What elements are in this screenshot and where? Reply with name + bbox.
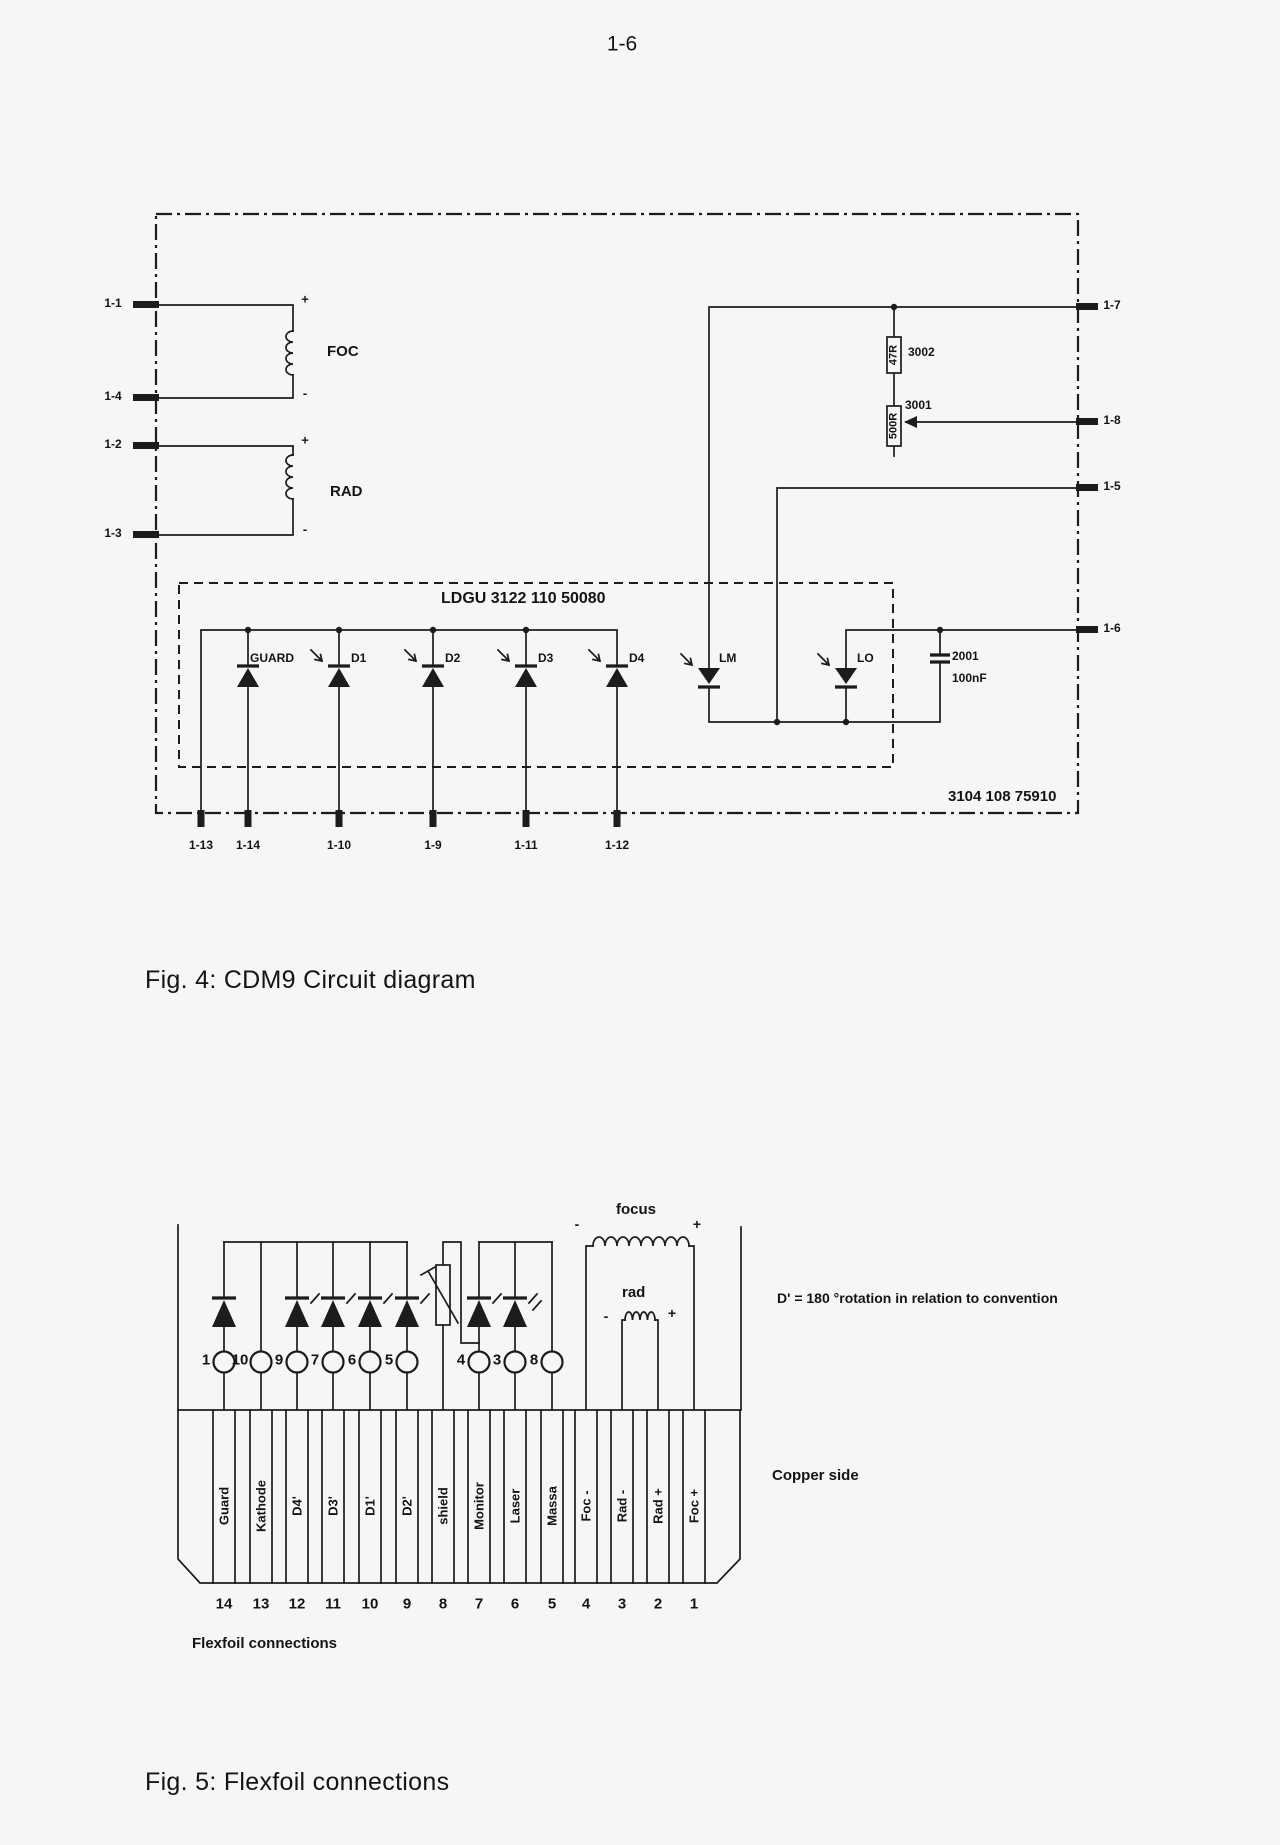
terminal-label-1-2: 1-2 — [104, 437, 122, 451]
pin-number: 13 — [252, 1595, 270, 1613]
resistor-3001-value: 500R — [887, 412, 900, 440]
pin-number: 7 — [474, 1595, 484, 1613]
rad-coil-label: rad — [622, 1284, 646, 1301]
focus-minus-sign: - — [574, 1216, 580, 1232]
pin-label-d3: D3' — [325, 1496, 341, 1516]
capacitor-ref: 2001 — [952, 649, 979, 663]
terminal-label-1-6: 1-6 — [1103, 621, 1121, 635]
terminal-label-1-4: 1-4 — [104, 389, 122, 403]
d4-diode-label: D4 — [629, 651, 645, 665]
node-number: 4 — [456, 1351, 466, 1369]
page-number: 1-6 — [606, 32, 638, 56]
resistor-3001-ref: 3001 — [905, 398, 932, 412]
terminal-label-1-13: 1-13 — [188, 838, 214, 852]
terminal-label-1-11: 1-11 — [514, 838, 538, 852]
d1-diode — [328, 668, 350, 687]
node-number: 9 — [274, 1351, 284, 1369]
d3-diode — [515, 668, 537, 687]
ldgu-module-label: LDGU 3122 110 50080 — [441, 590, 606, 607]
copper-side-label: Copper side — [772, 1467, 859, 1484]
pin-number: 8 — [438, 1595, 448, 1613]
pin-number: 12 — [288, 1595, 306, 1613]
pin-label-foc-plus: Foc + — [686, 1488, 702, 1524]
terminal-label-1-10: 1-10 — [326, 838, 352, 852]
node-number: 10 — [231, 1351, 249, 1369]
rad-coil-fig5 — [625, 1312, 655, 1320]
pin-number: 10 — [361, 1595, 379, 1613]
pin-label-rad-plus: Rad + — [650, 1488, 666, 1524]
node-number: 3 — [492, 1351, 502, 1369]
terminal-label-1-1: 1-1 — [104, 296, 122, 310]
fig4-part-number: 3104 108 75910 — [948, 788, 1057, 805]
pin-label-d4: D4' — [289, 1496, 305, 1516]
pin-number: 5 — [547, 1595, 557, 1613]
pin-number: 6 — [510, 1595, 520, 1613]
fig5-pot-body — [436, 1265, 450, 1325]
resistor-3002-value: 47R — [887, 344, 900, 366]
rad-coil — [286, 455, 293, 499]
foc-minus-sign: - — [302, 385, 308, 401]
d2-diode-label: D2 — [445, 651, 461, 665]
capacitor-2001-plates — [930, 655, 950, 662]
rad-plus-sign: + — [667, 1305, 677, 1321]
wiper-arrowhead — [904, 416, 917, 428]
lo-diode-label: LO — [857, 651, 874, 665]
rad-minus-sign: - — [603, 1308, 609, 1324]
pin-label-shield: shield — [435, 1487, 451, 1525]
node-number: 5 — [384, 1351, 394, 1369]
resistor-3002-ref: 3002 — [908, 345, 935, 359]
pin-number: 14 — [215, 1595, 233, 1613]
lo-diode — [835, 668, 857, 684]
pin-label-rad-minus: Rad - — [614, 1489, 630, 1523]
d1-diode-label: D1 — [351, 651, 367, 665]
lm-diode-label: LM — [719, 651, 737, 665]
pin-label-guard: Guard — [216, 1486, 232, 1526]
rotation-note: D' = 180 °rotation in relation to convention — [777, 1290, 1058, 1306]
foc-plus-sign: + — [301, 291, 309, 307]
pin-number: 2 — [653, 1595, 663, 1613]
pin-number: 11 — [325, 1595, 341, 1613]
lm-diode — [698, 668, 720, 684]
foc-coil — [286, 331, 293, 375]
terminal-label-1-7: 1-7 — [1103, 298, 1121, 312]
flexfoil-title: Flexfoil connections — [192, 1635, 338, 1652]
node-number: 6 — [347, 1351, 357, 1369]
fig4-caption: Fig. 4: CDM9 Circuit diagram — [145, 966, 476, 994]
focus-plus-sign: + — [692, 1216, 702, 1232]
fig4-ldgu-box — [179, 583, 893, 767]
pin-label-kathode: Kathode — [253, 1480, 269, 1532]
pin-label-d1: D1' — [362, 1496, 378, 1516]
pin-number: 4 — [581, 1595, 591, 1613]
rad-plus-sign: + — [301, 432, 309, 448]
pin-number: 1 — [689, 1595, 699, 1613]
pin-number: 9 — [402, 1595, 412, 1613]
terminal-label-1-12: 1-12 — [604, 838, 630, 852]
pin-number: 3 — [617, 1595, 627, 1613]
terminal-label-1-5: 1-5 — [1103, 479, 1121, 493]
pin-label-laser: Laser — [507, 1488, 523, 1524]
node-number: 1 — [201, 1351, 211, 1369]
guard-diode — [237, 668, 259, 687]
guard-diode-label: GUARD — [250, 651, 294, 665]
rad-label: RAD — [330, 483, 363, 500]
terminal-label-1-9: 1-9 — [424, 838, 442, 852]
node-number: 7 — [310, 1351, 320, 1369]
pin-label-massa: Massa — [544, 1486, 560, 1526]
pin-label-d2: D2' — [399, 1496, 415, 1516]
d4-diode — [606, 668, 628, 687]
terminal-label-1-3: 1-3 — [104, 526, 122, 540]
node-number: 8 — [529, 1351, 539, 1369]
pin-label-foc-minus: Foc - — [578, 1490, 594, 1522]
terminal-label-1-14: 1-14 — [235, 838, 261, 852]
focus-coil-label: focus — [616, 1201, 657, 1218]
pin-label-monitor: Monitor — [471, 1482, 487, 1530]
d3-diode-label: D3 — [538, 651, 554, 665]
fig5-caption: Fig. 5: Flexfoil connections — [145, 1768, 450, 1796]
rad-minus-sign: - — [302, 521, 308, 537]
capacitor-value: 100nF — [952, 671, 987, 685]
focus-coil — [593, 1237, 689, 1246]
foc-label: FOC — [327, 343, 359, 360]
terminal-label-1-8: 1-8 — [1103, 413, 1121, 427]
d2-diode — [422, 668, 444, 687]
